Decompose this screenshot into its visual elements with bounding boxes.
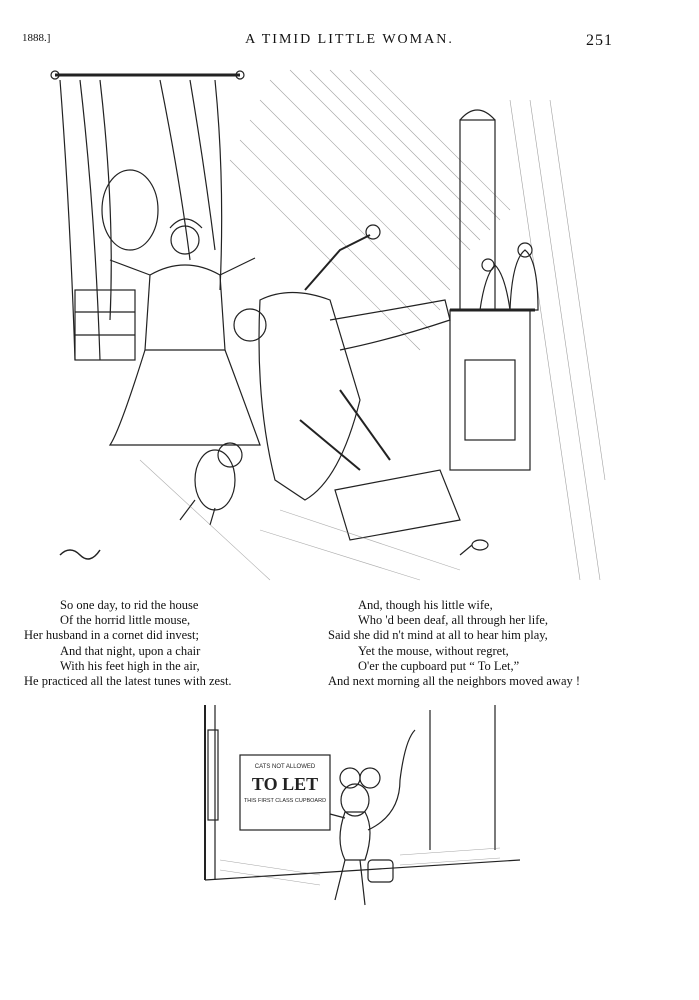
dresser [75,290,135,360]
sign-line-1: CATS NOT ALLOWED [254,764,316,770]
rug [335,470,460,540]
mouse-tail [368,730,415,830]
verse-left [24,598,232,689]
verse-line: O'er the cupboard put “ To Let,” [358,658,520,673]
page-number: 251 [586,32,613,49]
header-year: 1888.] [22,32,51,44]
verse-line: Her husband in a cornet did invest; [24,628,199,643]
verse-line: Yet the mouse, without regret, [358,643,509,658]
verse-line: With his feet high in the air, [60,658,200,673]
husband-figure [234,225,450,500]
curtain-right [160,80,222,290]
top-illustration [40,60,610,585]
to-let-sign [240,755,330,830]
sign-line-3: THIS FIRST CLASS CUPBOARD [243,798,327,804]
suitcase-icon [368,860,393,882]
cornet-icon [305,235,370,290]
cats-on-mantel [480,243,538,310]
verse-line: Of the horrid little mouse, [60,613,191,628]
verse-line: And that night, upon a chair [60,643,201,658]
wall-hatching [230,70,605,580]
verse-line: So one day, to rid the house [60,598,199,612]
verse-line: And, though his little wife, [358,598,493,612]
verse-line: Said she did n't mind at all to hear him play, [328,628,548,643]
verse-line: He practiced all the latest tunes with zest. [24,674,232,689]
bottom-illustration [200,700,530,915]
dog-figure [180,443,242,525]
curtain-rod [51,71,244,79]
small-mouse [460,540,488,555]
hinge [208,730,218,820]
verse-line: And next morning all the neighbors moved away ! [328,674,581,689]
wife-figure [110,219,260,445]
curtain-left [60,80,111,360]
artist-monogram [60,550,100,559]
fireplace [450,110,535,470]
sign-line-2: TO LET [251,774,319,794]
verse-line: Who 'd been deaf, all through her life, [358,613,549,628]
verse-right [328,598,580,689]
page-title: A TIMID LITTLE WOMAN. [245,32,454,47]
